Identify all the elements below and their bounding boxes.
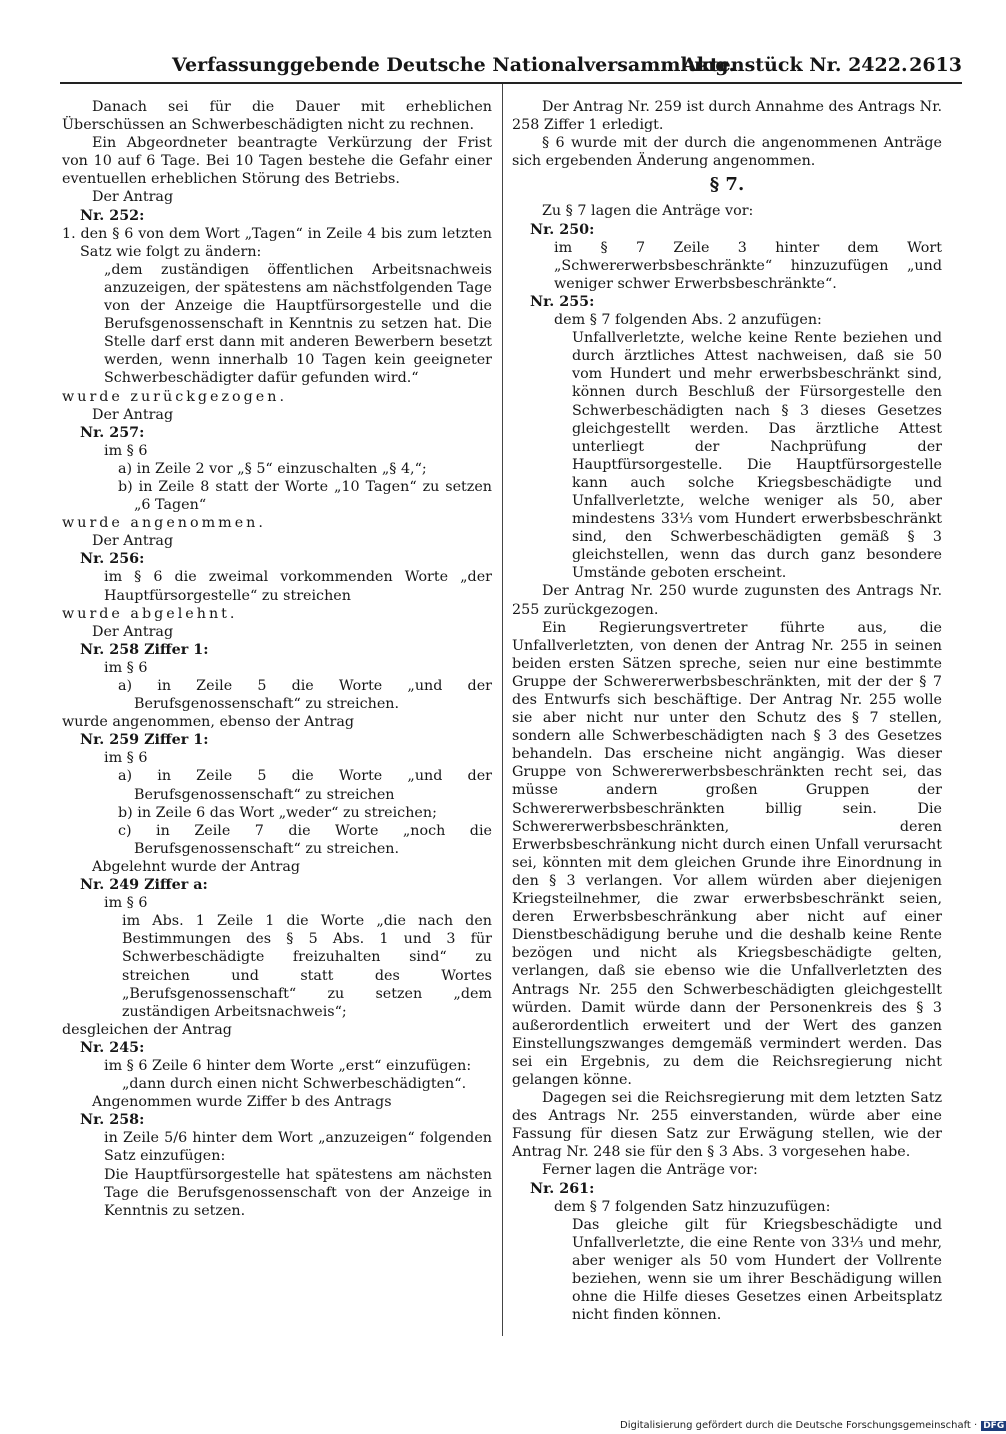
paragraph: Dagegen sei die Reichsregierung mit dem letzten Satz des Antrags Nr. 255 einverstanden, würde aber eine Fassung für diesen Satz zur Erwägung stellen, wie der Antrag Nr. 248 sie für den § 3 Abs. 3 vorgesehen habe. [512, 1090, 942, 1161]
result-line: wurde abgelehnt. [62, 605, 238, 622]
motion-subitem: b) in Zeile 6 das Wort „weder“ zu streichen; [118, 804, 437, 821]
motion-subitem: a) in Zeile 5 die Worte „und der Berufsgenossenschaft“ zu streichen [118, 768, 492, 803]
motion-item: im § 6 [104, 659, 148, 676]
motion-number: Nr. 256: [80, 551, 145, 568]
paragraph: Ein Abgeordneter beantragte Verkürzung der Frist von 10 auf 6 Tage. Bei 10 Tagen bestehe die Gefahr einer eventuellen erheblichen Störung des Betriebs. [62, 135, 492, 188]
result-line: wurde angenommen, ebenso der Antrag [62, 714, 355, 731]
motion-item: im § 6 [104, 895, 148, 912]
motion-subitem: b) in Zeile 8 statt der Worte „10 Tagen“ zu setzen „6 Tagen“ [118, 478, 492, 514]
footer-credit [620, 1420, 1006, 1431]
motion-number: Nr. 255: [530, 293, 595, 310]
paragraph: Der Antrag Nr. 259 ist durch Annahme des Antrags Nr. 258 Ziffer 1 erledigt. [512, 99, 942, 134]
motion-item: in Zeile 5/6 hinter dem Wort „anzuzeigen“ folgenden Satz einzufügen: [104, 1130, 492, 1165]
result-line: desgleichen der Antrag [62, 1021, 232, 1038]
quoted-text: Das gleiche gilt für Kriegsbeschädigte und Unfallverletzte, die eine Rente von 33⅓ und mehr, aber weniger als 50 vom Hundert der Vollrente beziehen, wenn sie um ihrer Beschädigung willen ohne die Hilfe dieses Gesetzes einen Arbeitsplatz nicht finden können. [572, 1216, 942, 1324]
motion-number: Nr. 252: [80, 207, 145, 224]
motion-item: im § 7 Zeile 3 hinter dem Wort „Schwererwerbsbeschränkte“ hinzuzufügen „und weniger schwer Erwerbsbeschränkte“. [554, 239, 942, 292]
paragraph: Ein Regierungsvertreter führte aus, die Unfallverletzten, von denen der Antrag Nr. 255 in seinen beiden ersten Sätzen spreche, seien nur eine bestimmte Gruppe der Schwererwerbsbeschränkten, mit der der § 7 des Entwurfs sich beschäftige. Der Antrag Nr. 255 wolle sie aber nicht nur unter den Schutz des § 7 stellen, sondern alle Schwerbeschädigten nach § 3 des Gesetzes behandeln. Das erscheine nicht angängig. Was dieser Gruppe von Schwererwerbsbeschränkten recht sei, das müsse andern großen Gruppen der Schwererwerbsbeschränkten billig sein. Die Schwererwerbsbeschränkten, deren Erwerbsbeschränkung nicht durch einen Unfall verursacht sei, könnten mit dem gleichen Grunde ihre Einordnung in den § 3 verlangen. Vor allem würden aber diejenigen Kriegsteilnehmer, die zwar erwerbsbeschränkt seien, deren Erwerbsbeschränkung aber nicht auf einer Dienstbeschädigung beruhe und die deshalb keine Rente bezögen und nicht als Kriegsbeschädigte gelten, verlangen, daß sie ebenso wie die Unfallverletzten des Antrags Nr. 255 den Schwerbeschädigten gleichgestellt würden. Damit würde dann der Personenkreis des § 3 außerordentlich erweitert und der Wert des ganzen Einstellungszwanges demgemäß vermindert werden. Das sei ein Ergebnis, zu dem die Reichsregierung nicht gelangen könne. [512, 619, 942, 1088]
motion-number: Nr. 257: [80, 424, 145, 441]
header-document-number: Aktenstück Nr. 2422. [682, 54, 908, 76]
motion-item: im § 6 die zweimal vorkommenden Worte „der Hauptfürsorgestelle“ zu streichen [104, 569, 492, 604]
paragraph: Ferner lagen die Anträge vor: [542, 1162, 758, 1179]
quoted-text: Unfallverletzte, welche keine Rente beziehen und durch ärztliches Attest nachweisen, daß sie 50 vom Hundert und mehr erwerbsbeschränkt sind, können durch Beschluß der Fürsorgestelle den Schwerbeschädigten nach § 3 dieses Gesetzes gleichgestellt werden. Das ärztliche Attest unterliegt der Nachprüfung der Hauptfürsorgestelle. Die Hauptfürsorgestelle kann auch solche Kriegsbeschädigte und Unfallverletzte, welche weniger als 50, aber mindestens 33⅓ vom Hundert erwerbsbeschränkt sind, den Schwerbeschädigten gemäß § 3 gleichstellen, wenn das durch ganz besondere Umstände geboten erscheint. [572, 330, 942, 582]
motion-subitem: c) in Zeile 7 die Worte „noch die Berufsgenossenschaft“ zu streichen. [118, 822, 492, 857]
header-title: Verfassunggebende Deutsche Nationalversammlung. [172, 54, 736, 76]
paragraph: § 6 wurde mit der durch die angenommenen Anträge sich ergebenden Änderung angenommen. [512, 135, 942, 170]
motion-number: Nr. 261: [530, 1180, 595, 1197]
motion-number: Nr. 245: [80, 1039, 145, 1056]
motion-number: Nr. 249 Ziffer a: [80, 877, 208, 894]
paragraph: Abgelehnt wurde der Antrag [92, 858, 301, 875]
motion-item: 1. den § 6 von dem Wort „Tagen“ in Zeile 4 bis zum letzten Satz wie folgt zu ändern: [62, 225, 492, 260]
paragraph: Zu § 7 lagen die Anträge vor: [542, 203, 754, 220]
motion-item: im § 6 [104, 750, 148, 767]
motion-number: Nr. 259 Ziffer 1: [80, 732, 209, 749]
right-column [512, 98, 942, 1324]
paragraph: Angenommen wurde Ziffer b des Antrags [92, 1094, 392, 1111]
motion-subitem: a) in Zeile 2 vor „§ 5“ einzuschalten „§ 4,“; [118, 460, 427, 477]
header-page-number: 2613 [909, 54, 962, 76]
paragraph: Der Antrag [92, 406, 174, 423]
motion-item: im § 6 [104, 442, 148, 459]
motion-number: Nr. 258 Ziffer 1: [80, 641, 209, 658]
section-heading: § 7. [709, 174, 745, 196]
motion-number: Nr. 250: [530, 221, 595, 238]
quoted-text: „dann durch einen nicht Schwerbeschädigten“. [122, 1076, 467, 1093]
left-column [62, 98, 492, 1220]
paragraph: Der Antrag [92, 189, 174, 206]
paragraph: Der Antrag [92, 533, 174, 550]
motion-item: dem § 7 folgenden Satz hinzuzufügen: [554, 1198, 831, 1215]
motion-number: Nr. 258: [80, 1112, 145, 1129]
dfg-logo: DFG [983, 1421, 1005, 1431]
motion-item: dem § 7 folgenden Abs. 2 anzufügen: [554, 312, 822, 329]
quoted-text: Die Hauptfürsorgestelle hat spätestens am nächsten Tage die Berufsgenossenschaft von der Anzeige in Kenntnis zu setzen. [104, 1166, 492, 1219]
result-line: wurde zurückgezogen. [62, 388, 288, 405]
quoted-text: im Abs. 1 Zeile 1 die Worte „die nach den Bestimmungen des § 5 Abs. 1 und 3 für Schwerbeschädigte freizuhalten sind“ zu streichen und statt des Wortes „Berufsgenossenschaft“ zu setzen „dem zuständigen Arbeitsnachweis“; [122, 913, 492, 1020]
result-line: wurde angenommen. [62, 515, 266, 532]
motion-item: im § 6 Zeile 6 hinter dem Worte „erst“ einzufügen: [104, 1057, 472, 1074]
column-divider [502, 84, 503, 1336]
quoted-text: „dem zuständigen öffentlichen Arbeitsnachweis anzuzeigen, der spätestens am nächstfolgenden Tage von der Anzeige die Hauptfürsorgestelle und die Berufsgenossenschaft in Kenntnis zu setzen hat. Die Stelle darf erst dann mit anderen Bewerbern besetzt werden, wenn innerhalb 10 Tagen kein geeigneter Schwerbeschädigter dafür gefunden wird.“ [104, 261, 492, 387]
footer-text: Digitalisierung gefördert durch die Deutsche Forschungsgemeinschaft · [620, 1420, 978, 1431]
paragraph: Der Antrag Nr. 250 wurde zugunsten des Antrags Nr. 255 zurückgezogen. [512, 583, 942, 618]
page-header [60, 48, 962, 84]
motion-subitem: a) in Zeile 5 die Worte „und der Berufsgenossenschaft“ zu streichen. [118, 678, 492, 713]
paragraph: Danach sei für die Dauer mit erheblichen Überschüssen an Schwerbeschädigten nicht zu rechnen. [62, 99, 492, 134]
paragraph: Der Antrag [92, 623, 174, 640]
